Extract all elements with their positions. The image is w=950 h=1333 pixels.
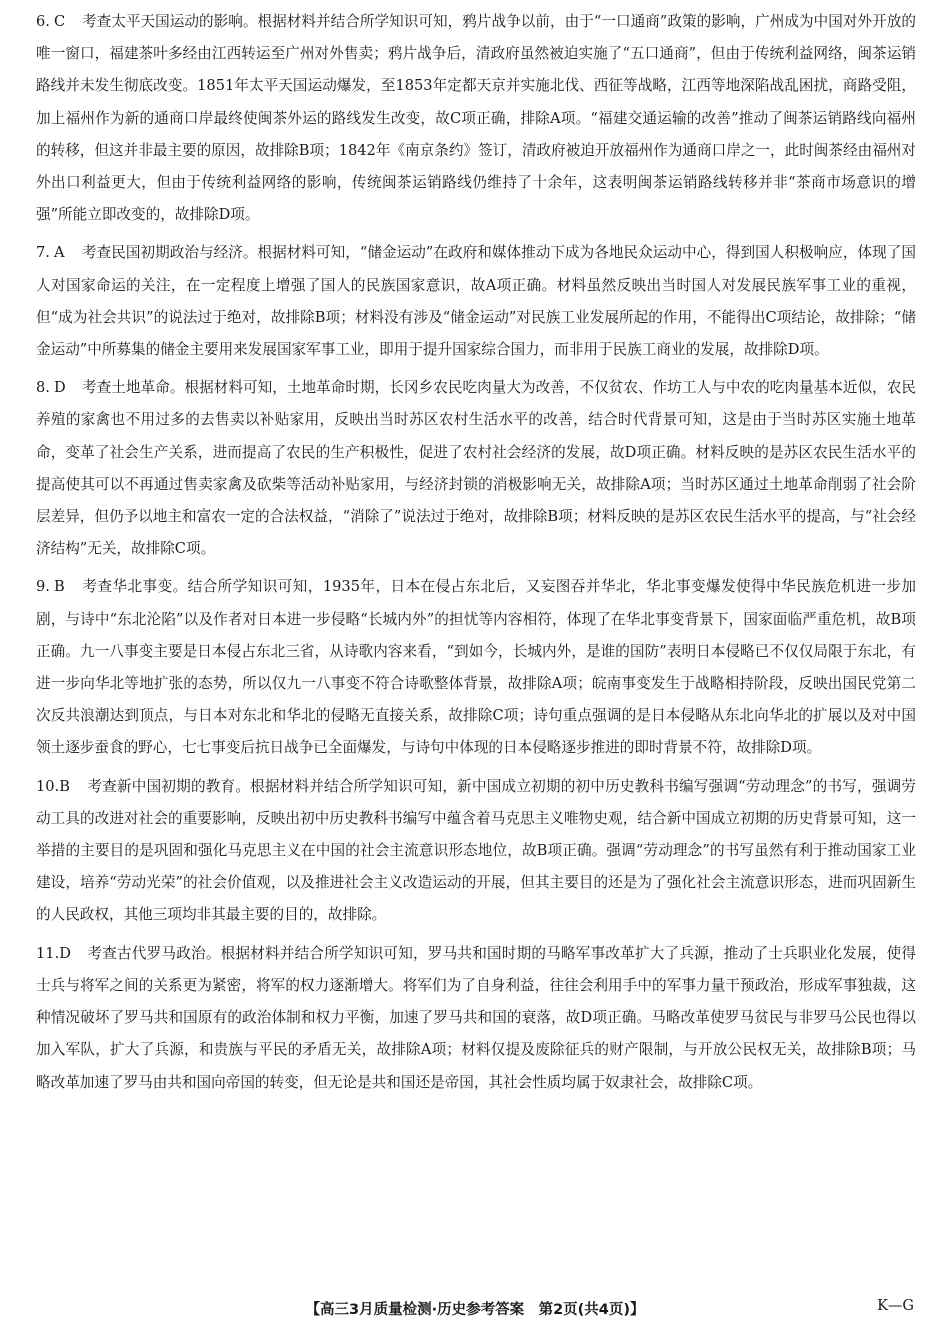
item-number: 11. xyxy=(36,944,60,962)
answer-item-7 xyxy=(36,237,916,366)
item-answer: B xyxy=(59,777,70,795)
answer-item-8 xyxy=(36,372,916,565)
item-answer: B xyxy=(54,578,65,596)
answer-item-10 xyxy=(36,771,916,932)
item-number: 10. xyxy=(36,777,60,795)
item-answer: D xyxy=(54,379,66,397)
answer-item-6 xyxy=(36,6,916,231)
answer-item-11 xyxy=(36,938,916,1099)
footer-code: K—G xyxy=(877,1298,914,1314)
answer-sheet xyxy=(36,6,916,1105)
footer-title: 【高三3月质量检测·历史参考答案 第2页(共4页)】 xyxy=(305,1302,645,1318)
item-answer: D xyxy=(59,944,71,962)
item-number: 6. xyxy=(36,13,50,30)
item-number: 7. xyxy=(36,244,50,262)
item-answer: C xyxy=(54,13,66,30)
item-explanation: 考查古代罗马政治。根据材料并结合所学知识可知，罗马共和国时期的马略军事改革扩大了兵源，推动了士兵职业化发展，使得士兵与将军之间的关系更为紧密，将军的权力逐渐增大。将军们为了自身利益，往往会利用手中的军事力量干预政治，形成军事独裁，这种情况破坏了罗马共和国原有的政治体制和权力平衡，加速了罗马共和国的衰落，故D项正确。马略改革使罗马贫民与非罗马公民也得以加入军队，扩大了兵源，和贵族与平民的矛盾无关，故排除A项；材料仅提及废除征兵的财产限制，与开放公民权无关，故排除B项；马略改革加速了罗马由共和国向帝国的转变，但无论是共和国还是帝国，其社会性质均属于奴隶社会，故排除C项。 xyxy=(36,944,916,1091)
page-footer xyxy=(0,1296,950,1322)
answer-item-9 xyxy=(36,571,916,764)
item-explanation: 考查新中国初期的教育。根据材料并结合所学知识可知，新中国成立初期的初中历史教科书编写强调“劳动理念”的书写，强调劳动工具的改进对社会的重要影响，反映出初中历史教科书编写中蕴含着马克思主义唯物史观，结合新中国成立初期的历史背景可知，这一举措的主要目的是巩固和强化马克思主义在中国的社会主流意识形态地位，故B项正确。强调“劳动理念”的书写虽然有利于推动国家工业建设，培养“劳动光荣”的社会价值观，以及推进社会主义改造运动的开展，但其主要目的还是为了强化社会主流意识形态，进而巩固新生的人民政权，其他三项均非其最主要的目的，故排除。 xyxy=(36,777,916,924)
item-number: 9. xyxy=(36,578,50,596)
item-explanation: 考查太平天国运动的影响。根据材料并结合所学知识可知，鸦片战争以前，由于“一口通商”政策的影响，广州成为中国对外开放的唯一窗口，福建茶叶多经由江西转运至广州对外售卖；鸦片战争后，清政府虽然被迫实施了“五口通商”，但由于传统利益网络，闽茶运销路线并未发生彻底改变。1851年太平天国运动爆发，至1853年定都天京并实施北伐、西征等战略，江西等地深陷战乱困扰，商路受阻，加上福州作为新的通商口岸最终使闽茶外运的路线发生改变，故C项正确，排除A项。“福建交通运输的改善”推动了闽茶运销路线向福州的转移，但这并非最主要的原因，故排除B项；1842年《南京条约》签订，清政府被迫开放福州作为通商口岸之一，此时闽茶经由福州对外出口利益更大，但由于传统利益网络的影响，传统闽茶运销路线仍维持了十余年，这表明闽茶运销路线转移并非“茶商市场意识的增强”所能立即改变的，故排除D项。 xyxy=(36,13,916,224)
item-explanation: 考查土地革命。根据材料可知，土地革命时期，长冈乡农民吃肉量大为改善，不仅贫农、作坊工人与中农的吃肉量基本近似，农民养殖的家禽也不用过多的去售卖以补贴家用，反映出当时苏区农村生活水平的改善，结合时代背景可知，这是由于当时苏区实施土地革命，变革了社会生产关系，进而提高了农民的生产积极性，促进了农村社会经济的发展，故D项正确。材料反映的是苏区农民生活水平的提高使其可以不再通过售卖家禽及砍柴等活动补贴家用，与经济封锁的消极影响无关，故排除A项；当时苏区通过土地革命削弱了社会阶层差异，但仍予以地主和富农一定的合法权益，“消除了”说法过于绝对，故排除B项；材料反映的是苏区农民生活水平的提高，与“社会经济结构”无关，故排除C项。 xyxy=(36,379,916,558)
item-explanation: 考查民国初期政治与经济。根据材料可知，“储金运动”在政府和媒体推动下成为各地民众运动中心，得到国人积极响应，体现了国人对国家命运的关注，在一定程度上增强了国人的民族国家意识，故A项正确。材料虽然反映出当时国人对发展民族军事工业的重视，但“成为社会共识”的说法过于绝对，故排除B项；材料没有涉及“储金运动”对民族工业发展所起的作用，不能得出C项结论，故排除；“储金运动”中所募集的储金主要用来发展国家军事工业，即用于提升国家综合国力，而非用于民族工商业的发展，故排除D项。 xyxy=(36,244,916,359)
item-explanation: 考查华北事变。结合所学知识可知，1935年，日本在侵占东北后，又妄图吞并华北，华北事变爆发使得中华民族危机进一步加剧，与诗中“东北沦陷”以及作者对日本进一步侵略“长城内外”的担忧等内容相符，体现了在华北事变背景下，国家面临严重危机，故B项正确。九一八事变主要是日本侵占东北三省，从诗歌内容来看，“到如今，长城内外，是谁的国防”表明日本侵略已不仅仅局限于东北，有进一步向华北等地扩张的态势，所以仅九一八事变不符合诗歌整体背景，故排除A项；皖南事变发生于战略相持阶段，反映出国民党第二次反共浪潮达到顶点，与日本对东北和华北的侵略无直接关系，故排除C项；诗句重点强调的是日本侵略从东北向华北的扩展以及对中国领土逐步蚕食的野心，七七事变后抗日战争已全面爆发，与诗句中体现的日本侵略逐步推进的即时背景不符，故排除D项。 xyxy=(36,578,916,757)
item-number: 8. xyxy=(36,379,50,397)
item-answer: A xyxy=(54,244,65,262)
